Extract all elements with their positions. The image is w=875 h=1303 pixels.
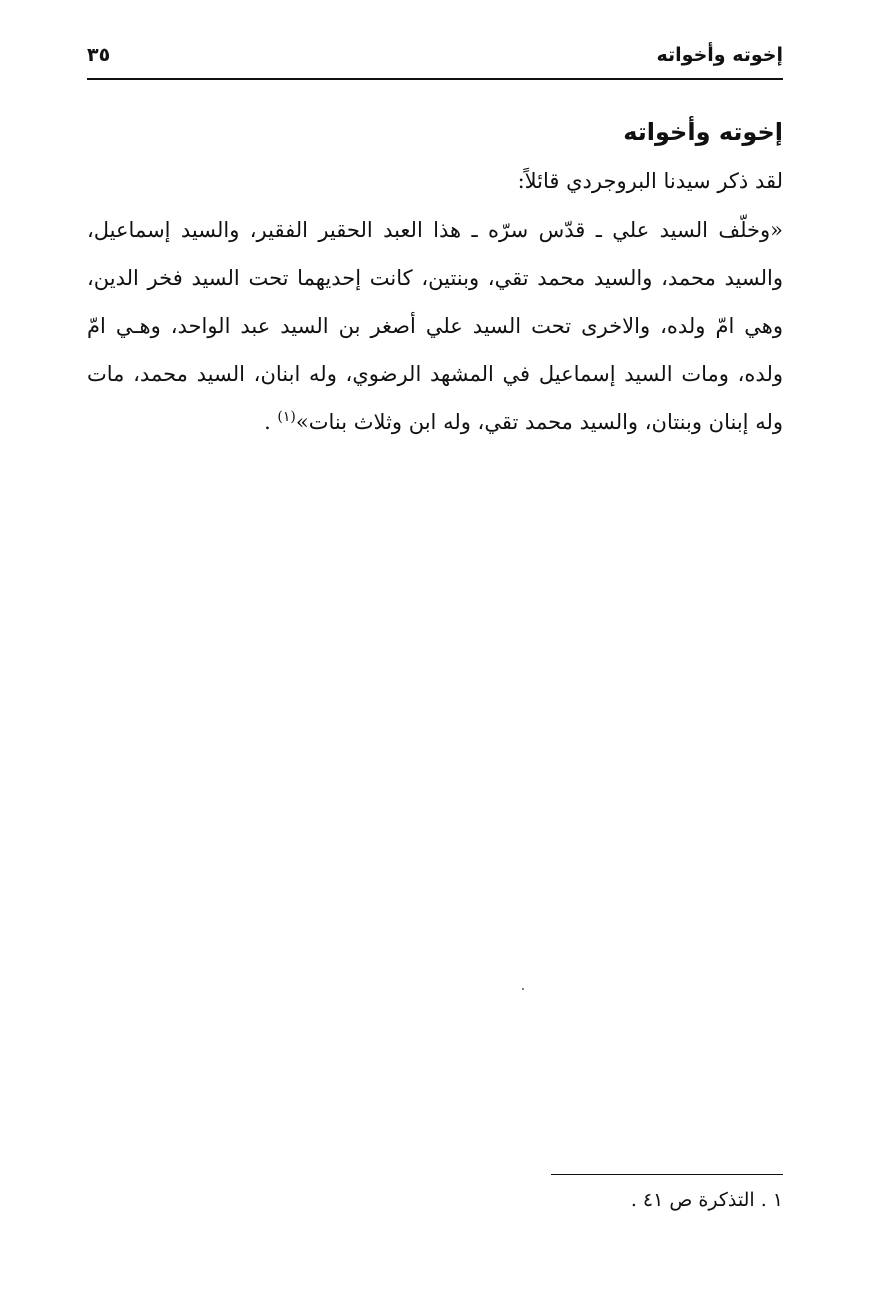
quote-paragraph [87,206,783,446]
main-content [87,108,783,446]
footnote-reference[interactable]: (١) [277,409,296,425]
footnote-divider [551,1174,783,1175]
quote-end-punctuation: . [264,410,278,434]
running-header [87,38,783,80]
section-heading: إخوته وأخواته [623,118,783,146]
intro-paragraph: لقد ذكر سيدنا البروجردي قائلاً: [517,169,783,193]
footnote-area [87,1174,783,1215]
stray-mark [522,988,524,990]
quote-text: «وخلّف السيد علي ـ قدّس سرّه ـ هذا العبد الحقير الفقير، والسيد إسماعيل، والسيد محمد، والسيد محمد تقي، وبنتين، كانت إحديهما تحت السيد فخر الدين، وهي امّ ولده، والاخرى تحت السيد علي أصغر بن السيد عبد الواحد، وهـي امّ ولده، ومات السيد إسماعيل في المشهد الرضوي، وله ابنان، السيد محمد، مات وله إبنان وبنتان، والسيد محمد تقي، وله ابن وثلاث بنات» [87,218,783,434]
running-title: إخوته وأخواته [656,44,783,66]
page-number: ٣٥ [87,44,111,66]
footnote-item: ١ . التذكرة ص ٤١ . [630,1189,783,1211]
